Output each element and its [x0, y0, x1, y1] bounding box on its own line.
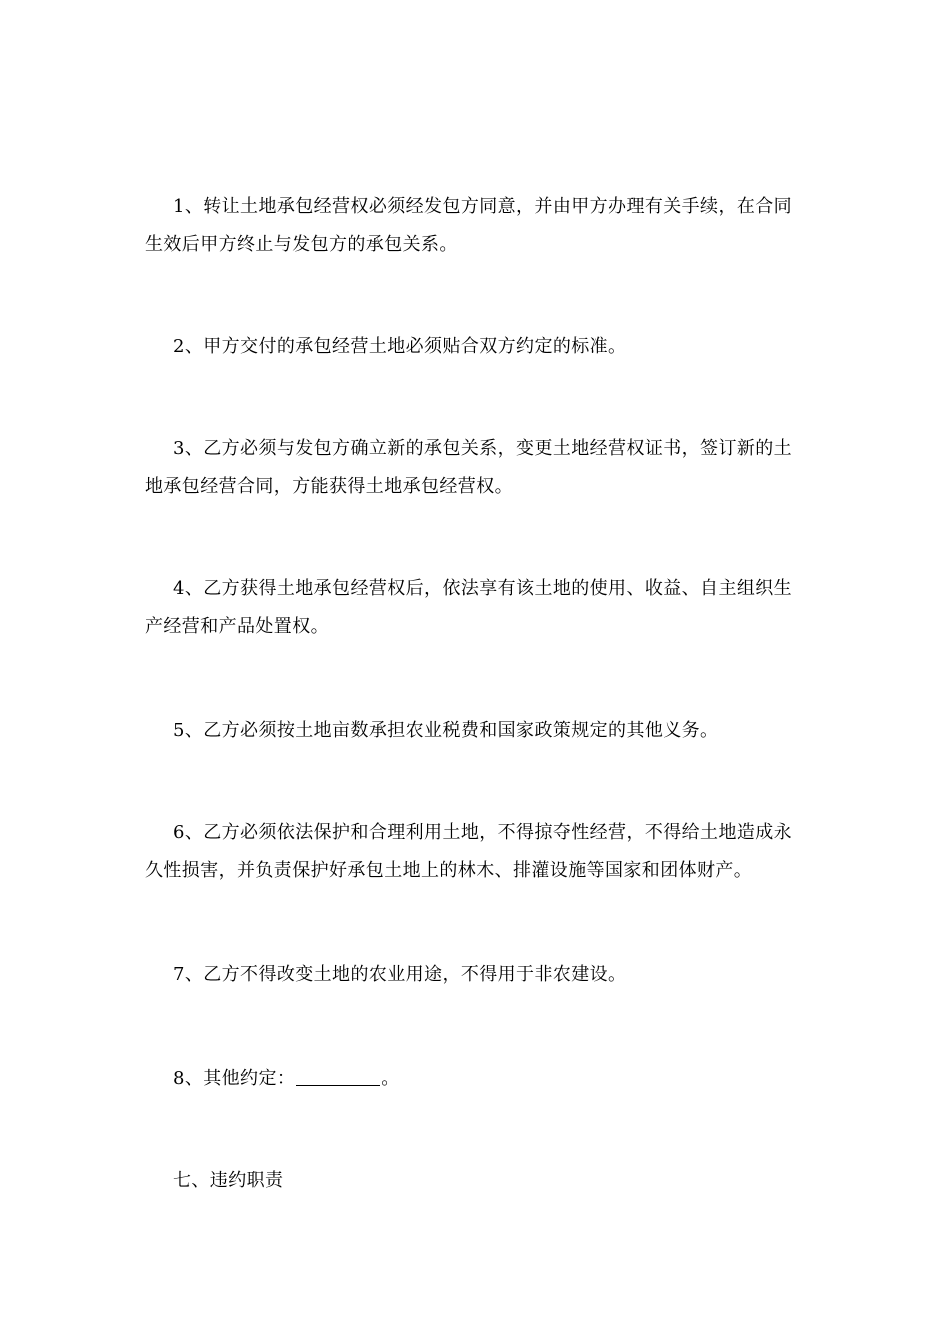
- clause-1: 1、转让土地承包经营权必须经发包方同意，并由甲方办理有关手续，在合同生效后甲方终止与发包方的承包关系。: [145, 196, 793, 255]
- clause-8: [145, 1060, 805, 1098]
- fill-in-blank: [296, 1069, 380, 1086]
- clause-7: 7、乙方不得改变土地的农业用途，不得用于非农建设。: [173, 964, 627, 985]
- clause-6: 6、乙方必须依法保护和合理利用土地，不得掠夺性经营，不得给土地造成永久性损害，并负责保护好承包土地上的林木、排灌设施等国家和团体财产。: [145, 822, 793, 881]
- clause-2: 2、甲方交付的承包经营土地必须贴合双方约定的标准。: [173, 336, 627, 357]
- clause-4: 4、乙方获得土地承包经营权后，依法享有该土地的使用、收益、自主组织生产经营和产品处置权。: [145, 578, 793, 637]
- clause-5: 5、乙方必须按土地亩数承担农业税费和国家政策规定的其他义务。: [173, 720, 719, 741]
- clause-8-prefix: 8、其他约定：: [173, 1068, 296, 1089]
- clause-8-suffix: 。: [381, 1068, 400, 1089]
- clause-3: 3、乙方必须与发包方确立新的承包关系，变更土地经营权证书，签订新的土地承包经营合同，方能获得土地承包经营权。: [145, 438, 793, 497]
- section-heading: 七、违约职责: [173, 1170, 284, 1191]
